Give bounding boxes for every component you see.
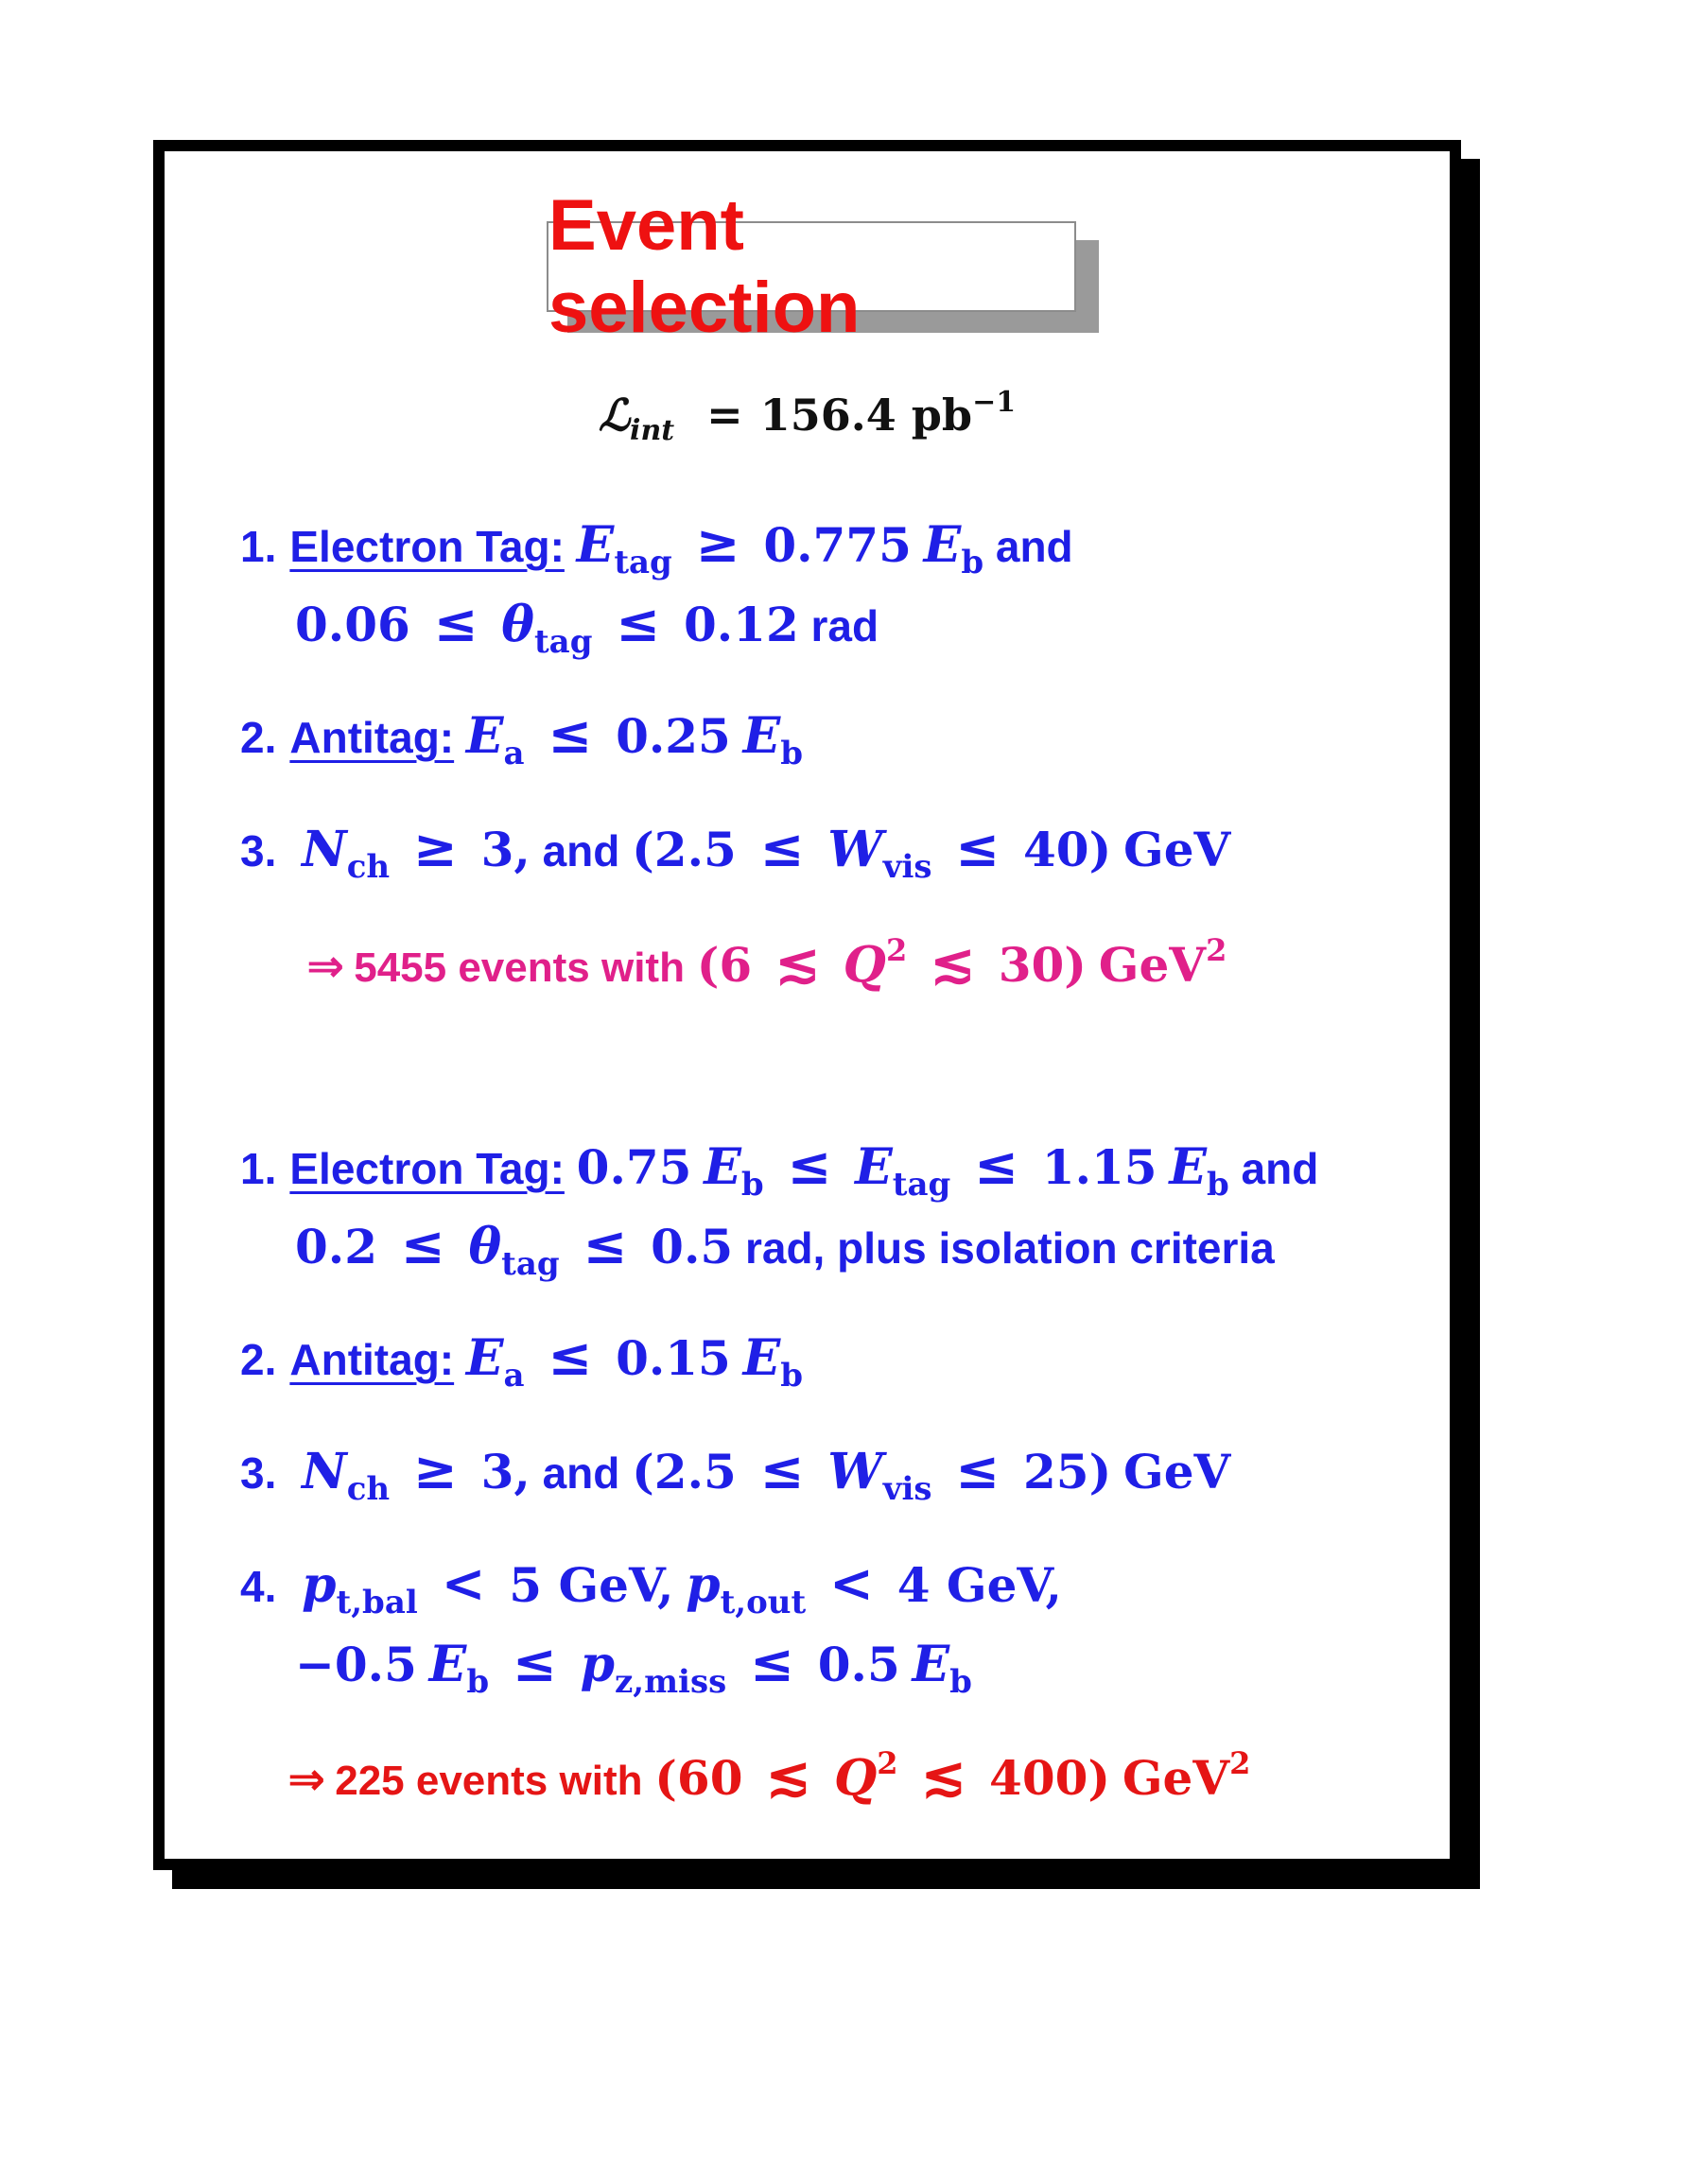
math-sup: 2 bbox=[1206, 932, 1227, 968]
page-title: Event selection bbox=[548, 185, 861, 348]
implies-arrow-icon: ⇒ bbox=[287, 1753, 326, 1806]
math-le: ≤ bbox=[616, 592, 661, 654]
luminosity-value: 156.4 pb bbox=[759, 390, 973, 441]
math-le: ≤ bbox=[955, 1439, 1001, 1501]
math-le: ≤ bbox=[548, 1326, 593, 1388]
g2-item1-line2 bbox=[295, 1214, 1275, 1283]
implies-arrow-icon: ⇒ bbox=[306, 940, 345, 993]
math-sub-b: b bbox=[780, 735, 804, 772]
math-sub-tout: t,out bbox=[720, 1584, 807, 1621]
math-ge: ≥ bbox=[695, 512, 740, 575]
math-sup: 2 bbox=[877, 1745, 898, 1781]
item-number: 4. bbox=[240, 1562, 277, 1611]
math-unit: GeV bbox=[1123, 1444, 1231, 1499]
math-value: 40) bbox=[1023, 822, 1112, 877]
math-E: E bbox=[465, 1329, 504, 1387]
item-number: 3. bbox=[240, 1448, 277, 1498]
math-Q: Q bbox=[843, 936, 886, 994]
math-le: ≤ bbox=[750, 1632, 794, 1694]
math-value: −0.5 bbox=[295, 1637, 417, 1692]
luminosity-equals: = bbox=[706, 390, 743, 441]
math-sub-ch: ch bbox=[346, 1470, 391, 1508]
text-and: and bbox=[542, 1448, 620, 1498]
math-lt: < bbox=[441, 1552, 486, 1615]
math-p: p bbox=[580, 1636, 615, 1693]
math-sub-b: b bbox=[740, 1166, 764, 1204]
math-value: 4 GeV, bbox=[896, 1557, 1062, 1613]
electron-tag-label: Electron Tag: bbox=[289, 1144, 565, 1193]
math-le: ≤ bbox=[787, 1135, 832, 1197]
item-number: 2. bbox=[240, 713, 277, 762]
math-value: (6 bbox=[696, 937, 753, 993]
math-value: 400) bbox=[989, 1750, 1111, 1806]
luminosity-symbol: ℒ bbox=[598, 390, 631, 441]
text-and: and bbox=[542, 826, 620, 875]
math-sub-tag: tag bbox=[501, 1245, 560, 1283]
result-text: 225 events with bbox=[335, 1758, 643, 1804]
math-le: ≤ bbox=[548, 703, 593, 766]
slide-frame bbox=[153, 140, 1461, 1870]
math-lsim: ≲ bbox=[921, 1745, 966, 1808]
math-ge: ≥ bbox=[412, 817, 458, 879]
math-value: 1.15 bbox=[1041, 1139, 1157, 1195]
math-unit: GeV bbox=[1098, 937, 1207, 993]
item-number: 2. bbox=[240, 1335, 277, 1384]
math-le: ≤ bbox=[512, 1632, 557, 1694]
math-theta: θ bbox=[501, 596, 534, 653]
math-value: 3, bbox=[480, 822, 531, 877]
math-le: ≤ bbox=[759, 1439, 805, 1501]
math-value: 0.15 bbox=[616, 1330, 731, 1386]
math-sub-tbal: t,bal bbox=[336, 1584, 418, 1621]
math-sub-tag: tag bbox=[892, 1166, 951, 1204]
math-le: ≤ bbox=[759, 817, 805, 879]
math-unit: GeV bbox=[1123, 822, 1231, 877]
math-value: 0.12 bbox=[683, 597, 799, 652]
antitag-label: Antitag: bbox=[289, 1335, 455, 1384]
luminosity-subscript: int bbox=[630, 414, 675, 447]
g2-item4-line2 bbox=[295, 1632, 972, 1701]
math-sub-b: b bbox=[780, 1357, 804, 1395]
math-E: E bbox=[1169, 1138, 1207, 1196]
math-lsim: ≲ bbox=[766, 1745, 811, 1808]
math-W: W bbox=[827, 1443, 883, 1500]
math-value: 0.25 bbox=[616, 708, 731, 764]
math-le: ≤ bbox=[974, 1135, 1018, 1197]
math-value: 0.06 bbox=[295, 597, 410, 652]
g2-item1-line1 bbox=[240, 1135, 1318, 1204]
math-value: 0.5 bbox=[651, 1219, 734, 1274]
math-value: 0.75 bbox=[576, 1139, 692, 1195]
math-value: 30) bbox=[998, 937, 1087, 993]
math-sup: 2 bbox=[885, 932, 908, 968]
math-sub-a: a bbox=[503, 1357, 525, 1395]
text-rad: rad bbox=[810, 601, 879, 650]
g1-result bbox=[306, 932, 1227, 995]
math-E: E bbox=[923, 516, 962, 574]
math-sub-vis: vis bbox=[882, 1470, 932, 1508]
electron-tag-label: Electron Tag: bbox=[289, 522, 565, 571]
math-p: p bbox=[302, 1556, 337, 1614]
math-E: E bbox=[912, 1636, 950, 1693]
g2-result bbox=[287, 1745, 1250, 1808]
luminosity-exponent: −1 bbox=[972, 386, 1017, 419]
math-value: 0.5 bbox=[817, 1637, 900, 1692]
math-value: 5 GeV, bbox=[509, 1557, 674, 1613]
g1-item2 bbox=[240, 703, 803, 772]
math-sup: 2 bbox=[1229, 1745, 1251, 1781]
antitag-label: Antitag: bbox=[289, 713, 455, 762]
g1-item1-line1 bbox=[240, 512, 1073, 581]
math-N: N bbox=[302, 1443, 347, 1500]
math-E: E bbox=[576, 516, 615, 574]
math-sub-ch: ch bbox=[346, 848, 391, 886]
math-E: E bbox=[465, 707, 504, 765]
math-sub-b: b bbox=[1206, 1166, 1229, 1204]
math-E: E bbox=[855, 1138, 893, 1196]
math-value: 25) bbox=[1023, 1444, 1112, 1499]
math-E: E bbox=[704, 1138, 741, 1196]
math-value: (60 bbox=[654, 1750, 743, 1806]
item-number: 1. bbox=[240, 522, 277, 571]
math-value: 3, bbox=[480, 1444, 531, 1499]
text-isolation: rad, plus isolation criteria bbox=[744, 1223, 1275, 1273]
math-lsim: ≲ bbox=[931, 932, 975, 995]
math-E: E bbox=[742, 1329, 781, 1387]
math-le: ≤ bbox=[583, 1214, 628, 1276]
math-N: N bbox=[302, 821, 347, 878]
math-theta: θ bbox=[468, 1218, 502, 1275]
math-le: ≤ bbox=[955, 817, 1001, 879]
text-and: and bbox=[995, 522, 1073, 571]
math-sub-tag: tag bbox=[533, 623, 593, 661]
math-sub-b: b bbox=[961, 544, 984, 581]
math-sub-vis: vis bbox=[882, 848, 932, 886]
math-sub-b: b bbox=[466, 1663, 490, 1701]
math-value: (2.5 bbox=[632, 822, 737, 877]
g2-item3 bbox=[240, 1439, 1230, 1508]
math-le: ≤ bbox=[433, 592, 479, 654]
math-le: ≤ bbox=[400, 1214, 445, 1276]
math-unit: GeV bbox=[1122, 1750, 1230, 1806]
title-box bbox=[547, 185, 1076, 348]
math-W: W bbox=[827, 821, 883, 878]
g1-item1-line2 bbox=[295, 592, 879, 661]
item-number: 3. bbox=[240, 826, 277, 875]
math-ge: ≥ bbox=[412, 1439, 458, 1501]
math-sub-a: a bbox=[503, 735, 525, 772]
math-Q: Q bbox=[834, 1749, 878, 1807]
math-lsim: ≲ bbox=[774, 932, 820, 995]
item-number: 1. bbox=[240, 1144, 277, 1193]
result-text: 5455 events with bbox=[354, 945, 685, 991]
math-value: 0.775 bbox=[763, 517, 912, 573]
math-p: p bbox=[686, 1556, 721, 1614]
math-lt: < bbox=[829, 1552, 874, 1615]
luminosity-formula bbox=[165, 386, 1450, 447]
g1-item3 bbox=[240, 817, 1230, 886]
math-sub-zmiss: z,miss bbox=[614, 1663, 727, 1701]
math-sub-b: b bbox=[949, 1663, 972, 1701]
math-value: 0.2 bbox=[295, 1219, 377, 1274]
math-sub-tag: tag bbox=[614, 544, 672, 581]
text-and: and bbox=[1241, 1144, 1319, 1193]
g2-item2 bbox=[240, 1326, 803, 1395]
g2-item4-line1 bbox=[240, 1552, 1062, 1621]
math-E: E bbox=[742, 707, 781, 765]
math-value: (2.5 bbox=[632, 1444, 737, 1499]
math-E: E bbox=[428, 1636, 467, 1693]
